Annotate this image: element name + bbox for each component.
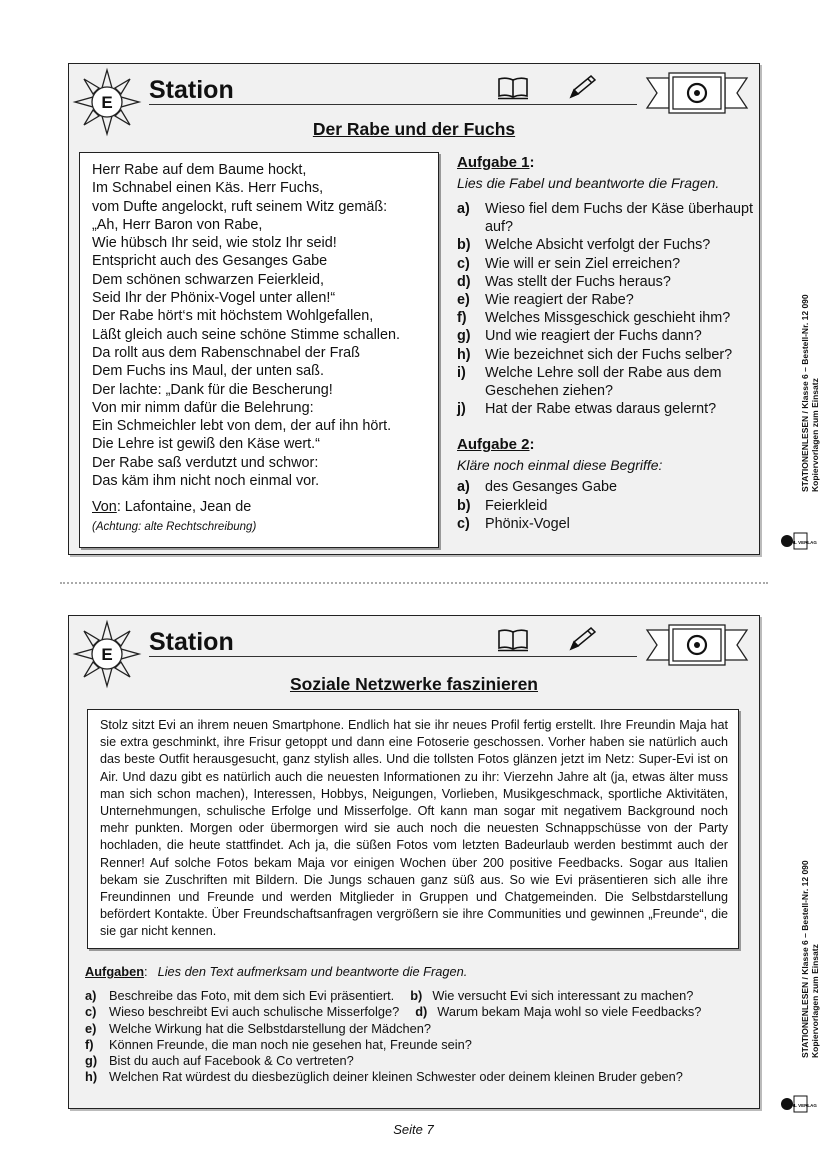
question-key: b) [457,237,471,254]
question-key: a) [457,201,470,217]
task1-instruction: Lies die Fabel und beantworte die Fragen. [457,175,720,191]
question-text: Wie versucht Evi sich interessant zu machen? [432,988,694,1003]
poem-line: Im Schnabel einen Käs. Herr Fuchs, [92,180,324,197]
task1-heading: Aufgabe 1: [457,154,535,171]
question-text: Wieso beschreibt Evi auch schulische Misserfolge? [109,1004,400,1020]
poem-line: Der Rabe hört‘s mit höchstem Wohlgefallen, [92,308,374,325]
poem-line: vom Dufte angelockt, ruft seinem Witz gemäß: [92,198,388,215]
question-item [457,291,757,309]
task2-heading: Aufgabe 2: [457,436,535,454]
book-icon [497,76,529,100]
poem-line: Dem Fuchs ins Maul, der unten saß. [92,363,324,380]
question-item [457,515,757,533]
question-text: Welchen Rat würdest du diesbezüglich deiner kleinen Schwester oder deinem kleinen Bruder geben? [109,1069,683,1085]
question-key: f) [85,1036,94,1052]
question-text: Phönix-Vogel [485,515,570,532]
poem-line: Dem schönen schwarzen Feierkleid, [92,271,324,288]
poem-line: Läßt gleich auch seine schöne Stimme schallen. [92,326,400,343]
station-label: Station [149,628,234,656]
question-text: Was stellt der Fuchs heraus? [485,273,671,290]
question-key: j) [457,401,466,418]
question-key: g) [85,1053,98,1069]
question-text: Beschreibe das Foto, mit dem sich Evi präsentiert. [109,988,395,1003]
station-title: Soziale Netzwerke faszinieren [289,674,539,694]
poem-line: Ein Schmeichler lebt von dem, der auf ihn hört. [92,418,392,435]
question-text: des Gesanges Gabe [485,479,618,496]
poem-line: Seid Ihr der Phönix-Vogel unter allen!“ [92,290,336,307]
question-item [457,346,757,364]
pencil-icon [567,626,597,652]
question-text: Welches Missgeschick geschieht ihm? [485,310,731,327]
question-item [457,327,757,345]
question-text: Wie will er sein Ziel erreichen? [485,255,681,272]
question-key: b) [457,497,471,514]
poem-line: Entspricht auch des Gesanges Gabe [92,253,328,270]
question-key: c) [457,515,470,532]
question-key: d) [415,1004,428,1020]
question-text: Warum bekam Maja wohl so viele Feedbacks? [437,1004,702,1020]
tasks-section [85,964,755,1086]
question-text: Wie bezeichnet sich der Fuchs selber? [485,346,733,363]
question-text: Feierkleid [485,497,548,514]
question-key: e) [85,1020,97,1036]
question-key: d) [457,273,471,290]
poem-line: Wie hübsch Ihr seid, wie stolz Ihr seid! [92,235,337,252]
reading-text-box: Stolz sitzt Evi an ihrem neuen Smartphone. Endlich hat sie ihr neues Profil fertig erstellt. Ihre Freundin Maja hat sie extra geschminkt, ihre Frisur getoppt und dann eine Fotoserie geschossen. Vorher haben sie natürlich auch das beste Outfit herausgesucht, ganz stylish alles. Und die tollsten Fotos glänzen jetzt im Netz: Super-Evi ist on Air. Und dazu gibt es natürlich auch die neuesten Informationen zu ihr: Vierzehn Jahre alt (ja, etwas älter muss man sich schon machen), Interessen, Hobbys, Neigungen, Vorlieben, Musikgeschmack, sportliche Aktivitäten, Unternehmungen, schulische Erfolge und Misserfolge. Oft kann man sogar mit negativem Background noch mehr punkten. Morgen oder übermorgen wird sie auch noch die neuesten Schnappschüsse von der Party hochladen, die heute stattfindet. Ach ja, die süßen Fotos vom letzten Badeurlaub werden bestimmt auch der Renner! Auf solche Fotos bekam Maja vor einigen Wochen über 200 positive Feedbacks. Sogar aus Italien bekam sie Zuschriften mit Bildern. Die Jungs schauen ganz süß aus. So wie Evi präsentieren sich alle ihre Freundinnen und Freunde und werden Mitglieder in Gruppen und Chatgemeinden. Die Selbstdarstellung befördert Kontakte. Über Freundschaftsanfragen vergrößern sie ihre Communities und gewinnen „Freunde“, die sie gar nicht kennen. [87,709,739,949]
cut-line [60,582,768,584]
poem-box [79,152,439,548]
header-line [149,656,637,657]
poem-line: „Ah, Herr Baron von Rabe, [92,216,263,233]
question-text: Können Freunde, die man noch nie gesehen hat, Freunde sein? [109,1036,472,1052]
poem-line: Das käm ihm nicht noch einmal vor. [92,473,320,490]
station-label: Station [149,76,234,104]
poem-line: Von mir nimm dafür die Belehrung: [92,399,314,416]
question-item [85,1069,755,1085]
question-item [457,309,757,327]
tasks-column [457,154,757,533]
question-key: f) [457,310,467,327]
question-item [85,1053,755,1069]
question-key: h) [457,346,471,363]
question-item [457,364,757,400]
station-card-fable [68,63,760,555]
page-number: Seite 7 [393,1122,434,1137]
question-key: a) [457,479,470,496]
spelling-note: (Achtung: alte Rechtschreibung) [92,521,257,534]
poem-line: Herr Rabe auf dem Baume hockt, [92,162,307,178]
question-item [85,1021,755,1037]
question-key: h) [85,1069,98,1085]
tasks-heading: Aufgaben: Lies den Text aufmerksam und beantworte die Fragen. [85,964,468,979]
svg-text:KOHL VERLAG: KOHL VERLAG [784,540,817,545]
question-key: e) [457,292,470,309]
sidebar-label-top: STATIONENLESEN / Klasse 6 – Bestell-Nr. 12 090 Kopiervorlagen zum Einsatz [800,294,820,492]
poem-line: Der Rabe saß verdutzt und schwor: [92,454,319,471]
book-icon [497,628,529,652]
question-item [457,255,757,273]
question-key: c) [457,255,470,272]
question-item [457,273,757,291]
badge-letter: E [101,645,113,664]
station-title: Der Rabe und der Fuchs [312,119,516,139]
question-key: b) [410,988,423,1003]
header-line [149,104,637,105]
station-target-ribbon [647,622,747,668]
question-text: Welche Wirkung hat die Selbstdarstellung der Mädchen? [109,1020,431,1036]
question-key: i) [457,364,466,381]
question-item [85,1004,755,1020]
svg-text:KOHL VERLAG: KOHL VERLAG [784,1103,817,1108]
task2-instruction: Kläre noch einmal diese Begriffe: [457,457,663,474]
question-text: Hat der Rabe etwas daraus gelernt? [485,401,717,418]
sidebar-label-bottom: STATIONENLESEN / Klasse 6 – Bestell-Nr. 12 090 Kopiervorlagen zum Einsatz [800,860,820,1058]
poem-line: Da rollt aus dem Rabenschnabel der Fraß [92,344,360,361]
badge-letter: E [101,93,113,112]
question-item [85,1037,755,1053]
question-text: Wieso fiel dem Fuchs der Käse überhaupt auf? [485,201,753,236]
question-item [85,988,755,1004]
question-key: g) [457,328,471,345]
question-key: c) [85,1004,97,1020]
poem-line: Die Lehre ist gewiß den Käse wert.“ [92,436,320,453]
author-line: Von: Lafontaine, Jean de [92,499,252,516]
pencil-icon [567,74,597,100]
question-item [457,497,757,515]
question-text: Bist du auch auf Facebook & Co vertreten? [109,1053,354,1069]
question-item [457,478,757,496]
question-text: Welche Absicht verfolgt der Fuchs? [485,237,711,254]
station-target-ribbon [647,70,747,116]
publisher-logo-icon [780,530,817,552]
question-item [457,236,757,254]
publisher-logo-icon [780,1093,817,1115]
station-card-social-networks [68,615,760,1109]
question-item [457,400,757,418]
question-item [457,200,757,236]
question-text: Und wie reagiert der Fuchs dann? [485,328,702,345]
poem-line: Der lachte: „Dank für die Bescherung! [92,381,333,398]
question-text: Welche Lehre soll der Rabe aus dem Geschehen ziehen? [485,364,722,400]
question-text: Wie reagiert der Rabe? [485,292,634,309]
question-key: a) [85,988,97,1003]
